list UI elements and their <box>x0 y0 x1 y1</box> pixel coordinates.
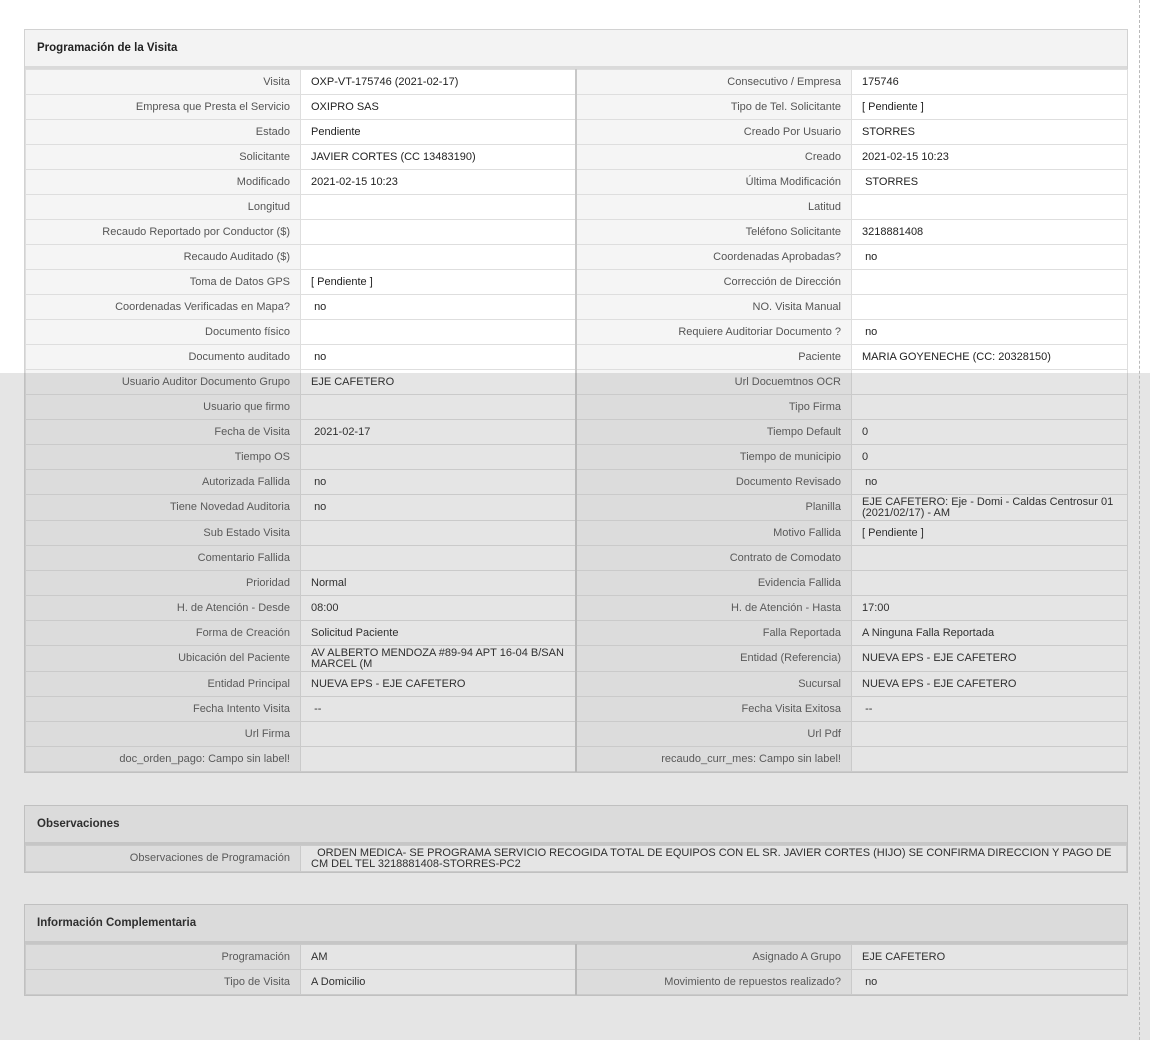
field-value: 175746 <box>852 70 1128 95</box>
observaciones-panel <box>24 805 1128 873</box>
table-row <box>26 320 1128 345</box>
complementaria-title: Información Complementaria <box>25 905 1127 944</box>
field-label: Recaudo Auditado ($) <box>26 245 301 270</box>
field-label: H. de Atención - Hasta <box>576 596 852 621</box>
complementaria-table <box>25 944 1128 995</box>
field-label: Latitud <box>576 195 852 220</box>
field-label: Tiempo OS <box>26 445 301 470</box>
field-label: Tipo Firma <box>576 395 852 420</box>
field-value: 2021-02-15 10:23 <box>852 145 1128 170</box>
field-label: Paciente <box>576 345 852 370</box>
field-label: Recaudo Reportado por Conductor ($) <box>26 220 301 245</box>
field-label: Falla Reportada <box>576 621 852 646</box>
programacion-table <box>25 69 1128 772</box>
table-row <box>26 170 1128 195</box>
table-row <box>26 270 1128 295</box>
table-row <box>26 621 1128 646</box>
field-label: Documento Revisado <box>576 470 852 495</box>
table-row <box>26 395 1128 420</box>
table-row <box>26 747 1128 772</box>
field-value <box>852 571 1128 596</box>
field-value: JAVIER CORTES (CC 13483190) <box>301 145 576 170</box>
field-value <box>852 295 1128 320</box>
field-value: 08:00 <box>301 596 576 621</box>
table-row <box>26 420 1128 445</box>
table-row <box>26 970 1128 995</box>
field-value: no <box>852 470 1128 495</box>
field-label: Creado <box>576 145 852 170</box>
field-value <box>852 195 1128 220</box>
table-row <box>26 120 1128 145</box>
field-label: Consecutivo / Empresa <box>576 70 852 95</box>
field-value: MARIA GOYENECHE (CC: 20328150) <box>852 345 1128 370</box>
field-value: Pendiente <box>301 120 576 145</box>
field-value <box>852 395 1128 420</box>
field-label: Url Pdf <box>576 722 852 747</box>
field-value <box>852 370 1128 395</box>
field-label: Movimiento de repuestos realizado? <box>576 970 852 995</box>
field-label: Programación <box>26 945 301 970</box>
table-row <box>26 546 1128 571</box>
table-row <box>26 646 1128 672</box>
field-value: NUEVA EPS - EJE CAFETERO <box>852 672 1128 697</box>
field-label: Longitud <box>26 195 301 220</box>
table-row <box>26 370 1128 395</box>
field-label: Evidencia Fallida <box>576 571 852 596</box>
table-row <box>26 195 1128 220</box>
table-row <box>26 445 1128 470</box>
field-value: 3218881408 <box>852 220 1128 245</box>
field-label: Fecha Visita Exitosa <box>576 697 852 722</box>
field-label: Solicitante <box>26 145 301 170</box>
field-value <box>301 195 576 220</box>
field-label: Modificado <box>26 170 301 195</box>
field-label: Contrato de Comodato <box>576 546 852 571</box>
field-value: 17:00 <box>852 596 1128 621</box>
field-label: Visita <box>26 70 301 95</box>
field-value <box>301 220 576 245</box>
field-value: OXP-VT-175746 (2021-02-17) <box>301 70 576 95</box>
field-value <box>301 521 576 546</box>
field-label: Documento auditado <box>26 345 301 370</box>
table-row <box>26 521 1128 546</box>
table-row <box>26 571 1128 596</box>
field-label: Sucursal <box>576 672 852 697</box>
field-label: Tiene Novedad Auditoria <box>26 495 301 521</box>
field-value: 2021-02-17 <box>301 420 576 445</box>
field-value: Solicitud Paciente <box>301 621 576 646</box>
field-value <box>301 395 576 420</box>
field-label: Sub Estado Visita <box>26 521 301 546</box>
field-value: NUEVA EPS - EJE CAFETERO <box>852 646 1128 672</box>
field-value <box>301 445 576 470</box>
field-label: Asignado A Grupo <box>576 945 852 970</box>
field-value: A Ninguna Falla Reportada <box>852 621 1128 646</box>
field-value: no <box>852 245 1128 270</box>
field-value: 0 <box>852 445 1128 470</box>
field-value: Normal <box>301 571 576 596</box>
field-label: Tipo de Visita <box>26 970 301 995</box>
table-row <box>26 70 1128 95</box>
field-value: STORRES <box>852 170 1128 195</box>
field-value: A Domicilio <box>301 970 576 995</box>
field-label: Coordenadas Verificadas en Mapa? <box>26 295 301 320</box>
field-value: 2021-02-15 10:23 <box>301 170 576 195</box>
programacion-panel <box>24 29 1128 773</box>
table-row <box>26 722 1128 747</box>
field-value: 0 <box>852 420 1128 445</box>
field-value <box>852 270 1128 295</box>
field-label: recaudo_curr_mes: Campo sin label! <box>576 747 852 772</box>
field-label: Teléfono Solicitante <box>576 220 852 245</box>
field-label: Estado <box>26 120 301 145</box>
field-label: Tipo de Tel. Solicitante <box>576 95 852 120</box>
field-value: no <box>301 295 576 320</box>
field-label: Corrección de Dirección <box>576 270 852 295</box>
field-value: no <box>301 495 576 521</box>
field-label: Tiempo de municipio <box>576 445 852 470</box>
field-value: NUEVA EPS - EJE CAFETERO <box>301 672 576 697</box>
table-row <box>26 697 1128 722</box>
page-right-dashed-border <box>1139 0 1140 1040</box>
field-value: EJE CAFETERO: Eje - Domi - Caldas Centrosur 01 (2021/02/17) - AM <box>852 495 1128 521</box>
field-value <box>301 320 576 345</box>
field-value: AM <box>301 945 576 970</box>
field-value: EJE CAFETERO <box>852 945 1128 970</box>
field-label: Motivo Fallida <box>576 521 852 546</box>
field-label: Tiempo Default <box>576 420 852 445</box>
field-value: [ Pendiente ] <box>301 270 576 295</box>
field-value <box>852 722 1128 747</box>
field-label: Usuario Auditor Documento Grupo <box>26 370 301 395</box>
field-label: Url Firma <box>26 722 301 747</box>
field-label: Toma de Datos GPS <box>26 270 301 295</box>
observaciones-table <box>25 845 1127 872</box>
field-value: -- <box>852 697 1128 722</box>
field-label: Entidad Principal <box>26 672 301 697</box>
field-label: Prioridad <box>26 571 301 596</box>
field-value <box>852 546 1128 571</box>
field-value <box>301 245 576 270</box>
field-label: Usuario que firmo <box>26 395 301 420</box>
field-value: -- <box>301 697 576 722</box>
complementaria-panel <box>24 904 1128 996</box>
field-label: Entidad (Referencia) <box>576 646 852 672</box>
table-row <box>26 295 1128 320</box>
table-row <box>26 945 1128 970</box>
table-row <box>26 145 1128 170</box>
table-row <box>26 220 1128 245</box>
field-label: Comentario Fallida <box>26 546 301 571</box>
field-value <box>301 722 576 747</box>
programacion-title: Programación de la Visita <box>25 30 1127 69</box>
field-label: Coordenadas Aprobadas? <box>576 245 852 270</box>
field-value: no <box>852 970 1128 995</box>
table-row <box>26 245 1128 270</box>
field-label: Creado Por Usuario <box>576 120 852 145</box>
field-value: no <box>301 470 576 495</box>
field-label: Forma de Creación <box>26 621 301 646</box>
field-value: AV ALBERTO MENDOZA #89-94 APT 16-04 B/SAN MARCEL (M <box>301 646 576 672</box>
field-value: OXIPRO SAS <box>301 95 576 120</box>
field-label: Autorizada Fallida <box>26 470 301 495</box>
observaciones-label: Observaciones de Programación <box>26 846 301 872</box>
field-label: NO. Visita Manual <box>576 295 852 320</box>
observaciones-title: Observaciones <box>25 806 1127 845</box>
table-row <box>26 470 1128 495</box>
field-value <box>852 747 1128 772</box>
field-value: [ Pendiente ] <box>852 521 1128 546</box>
field-label: doc_orden_pago: Campo sin label! <box>26 747 301 772</box>
field-label: Ubicación del Paciente <box>26 646 301 672</box>
field-value <box>301 747 576 772</box>
field-label: Fecha de Visita <box>26 420 301 445</box>
field-label: H. de Atención - Desde <box>26 596 301 621</box>
observaciones-value: ORDEN MEDICA- SE PROGRAMA SERVICIO RECOGIDA TOTAL DE EQUIPOS CON EL SR. JAVIER CORTES (HIJO) SE CONFIRMA DIRECCION Y PAGO DE CM DEL TEL 3218881408-STORRES-PC2 <box>301 846 1127 872</box>
field-label: Última Modificación <box>576 170 852 195</box>
field-value: no <box>301 345 576 370</box>
field-label: Url Docuemtnos OCR <box>576 370 852 395</box>
field-label: Requiere Auditoriar Documento ? <box>576 320 852 345</box>
table-row <box>26 672 1128 697</box>
field-value: no <box>852 320 1128 345</box>
field-value <box>301 546 576 571</box>
field-label: Planilla <box>576 495 852 521</box>
field-value: STORRES <box>852 120 1128 145</box>
table-row <box>26 345 1128 370</box>
field-label: Documento físico <box>26 320 301 345</box>
table-row <box>26 95 1128 120</box>
table-row <box>26 846 1127 872</box>
field-label: Fecha Intento Visita <box>26 697 301 722</box>
table-row <box>26 495 1128 521</box>
field-value: EJE CAFETERO <box>301 370 576 395</box>
field-label: Empresa que Presta el Servicio <box>26 95 301 120</box>
field-value: [ Pendiente ] <box>852 95 1128 120</box>
table-row <box>26 596 1128 621</box>
